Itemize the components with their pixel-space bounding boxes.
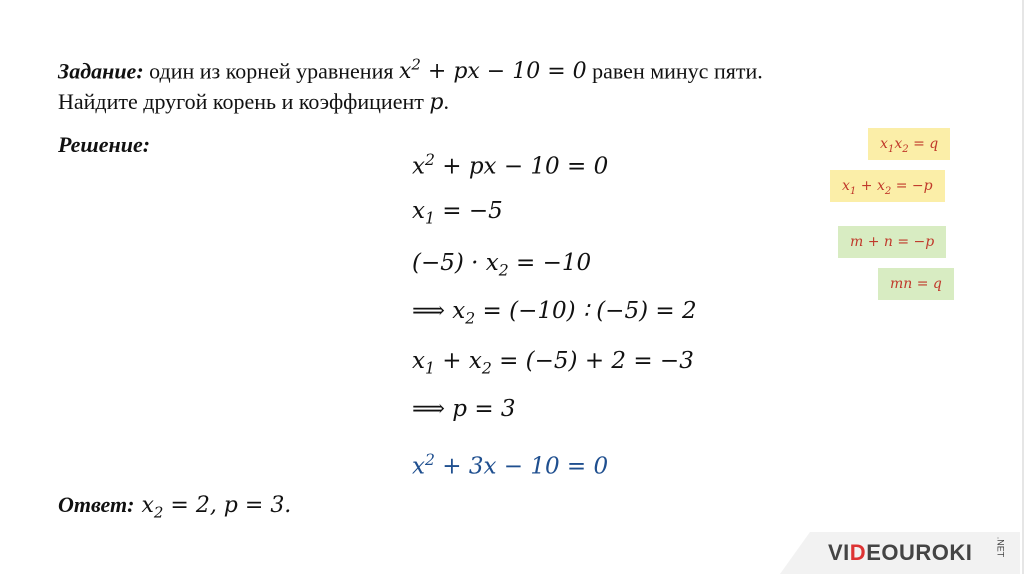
step-p: ⟹ p = 3 [412,396,516,422]
step-3-tail: = −10 [508,250,592,276]
step-2-tail: = −5 [434,198,503,224]
hint-2-tail: = −p [891,178,933,194]
task-text-end: равен минус пяти. [586,58,763,84]
step-x1: $x_1 = -5$ [412,198,503,228]
answer-x2: x [134,493,154,518]
step-product: $(-5) \cdot x_2 = -10$ [412,250,592,280]
step-final-equation: $x^2 + 3x - 10 = 0$ [412,450,609,480]
logo-text-rest: EOUROKI [866,540,973,565]
task-p-symbol: p [429,90,444,116]
logo-net: .NET [995,536,1006,558]
hint-mn-sum: m + n = −p [838,226,946,258]
task-line2-end: . [443,89,449,115]
task-line2: Найдите другой корень и коэффициент [58,89,430,115]
solution-label: Решение: [58,132,151,157]
task-label: Задание: [58,58,144,84]
step-sum: $x_1 + x_2 = (-5) + 2 = -3$ [412,348,694,378]
logo-text-vi: VI [828,540,850,565]
step-1-tail: + px − 10 = 0 [442,153,609,180]
task-equation: $x^2$ + px − 10 = 0 [398,56,587,85]
answer: Ответ: $x_2 = 2$, p = 3. [58,492,292,522]
step-7-tail: + 3x − 10 = 0 [434,453,609,480]
logo-text-d: D [849,540,867,565]
step-3-head: (−5) · x [412,250,499,276]
hint-mn-product: mn = q [878,268,954,300]
step-4-tail: = (−10) ∶ (−5) = 2 [475,298,697,324]
task-statement [58,50,918,118]
task-text-start: один из корней уравнения [143,58,399,84]
logo-text [828,540,972,566]
answer-label: Ответ: [58,492,135,517]
step-4-head: ⟹ x [412,298,466,324]
hint-1-tail: = q [908,136,939,152]
step-equation: $x^2$ + px − 10 = 0 [412,150,609,180]
step-5-tail: = (−5) + 2 = −3 [491,348,694,374]
answer-values: = 2, p = 3. [163,493,292,518]
videouroki-logo [770,532,1020,574]
hint-vieta-sum: $x_1 + x_2 = -p$ [830,170,945,202]
hint-2-mid: + x [856,178,885,194]
step-x2: ⟹ $x_2 = (-10)$ ∶ (−5) = 2 [412,298,697,328]
hint-vieta-product: $x_1x_2 = q$ [868,128,950,160]
step-5-mid: + x [434,348,482,374]
